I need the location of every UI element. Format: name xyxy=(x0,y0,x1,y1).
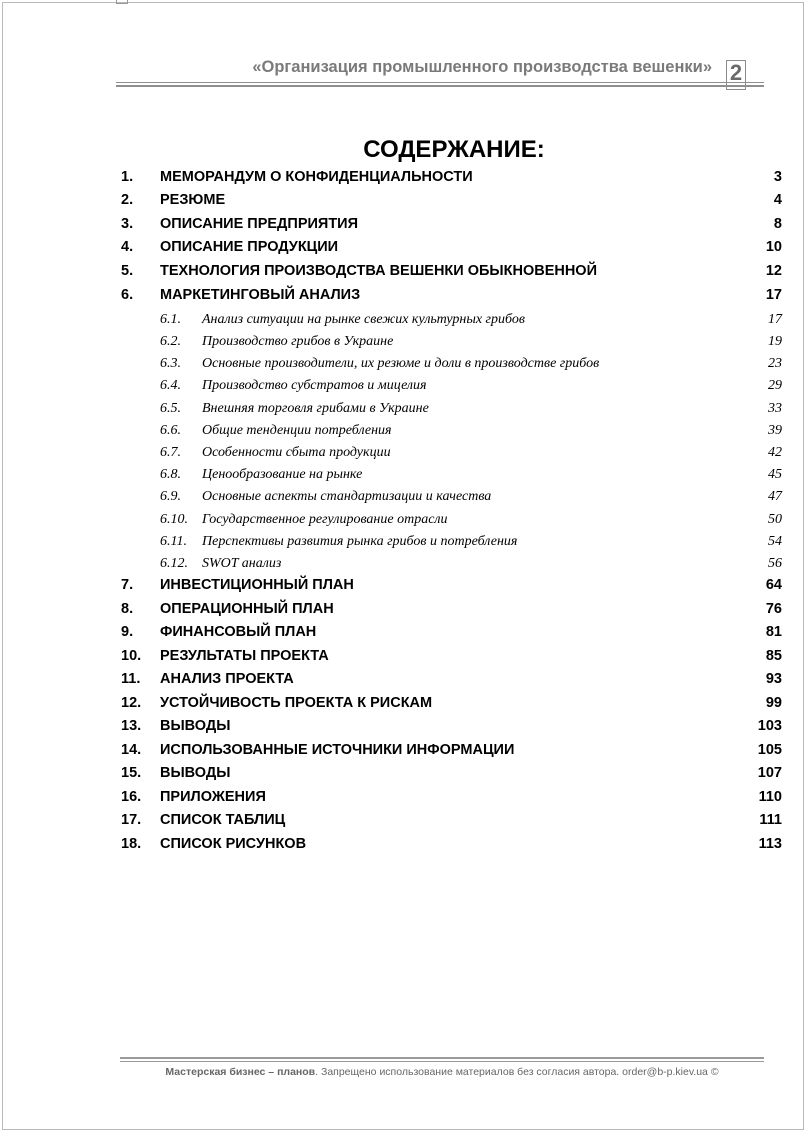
toc-entry-page: 17 xyxy=(765,287,782,303)
toc-entry-label: АНАЛИЗ ПРОЕКТА xyxy=(160,671,294,687)
toc-entry[interactable] xyxy=(0,489,808,509)
copyright-icon: © xyxy=(710,1066,719,1078)
toc-entry-number: 6.9. xyxy=(160,489,181,504)
toc-entry-number: 11. xyxy=(121,671,141,687)
toc-entry-page: 103 xyxy=(757,718,782,734)
footer xyxy=(120,1066,764,1078)
toc-entry[interactable] xyxy=(0,695,808,715)
toc-entry-page: 111 xyxy=(759,812,782,828)
toc-entry[interactable] xyxy=(0,718,808,738)
toc-entry-page: 99 xyxy=(765,695,782,711)
toc-entry-page: 39 xyxy=(768,423,782,438)
toc-entry-number: 5. xyxy=(121,263,134,279)
toc-entry[interactable] xyxy=(0,239,808,259)
toc-entry[interactable] xyxy=(0,312,808,332)
corner-mark xyxy=(116,0,128,4)
toc-entry[interactable] xyxy=(0,601,808,621)
toc-entry-number: 6.3. xyxy=(160,356,181,371)
toc-entry-label: ПРИЛОЖЕНИЯ xyxy=(160,789,266,805)
toc-entry[interactable] xyxy=(0,287,808,307)
toc-entry-page: 19 xyxy=(768,334,782,349)
toc-entry-page: 76 xyxy=(765,601,782,617)
toc-entry-page: 107 xyxy=(757,765,782,781)
toc-entry[interactable] xyxy=(0,192,808,212)
toc-entry-label: МАРКЕТИНГОВЫЙ АНАЛИЗ xyxy=(160,287,361,303)
toc-entry[interactable] xyxy=(0,742,808,762)
toc-entry-number: 1. xyxy=(121,169,134,185)
toc-entry-page: 45 xyxy=(768,467,782,482)
toc-entry[interactable] xyxy=(0,671,808,691)
toc-entry-number: 14. xyxy=(121,742,142,758)
toc-entry-number: 18. xyxy=(121,836,142,852)
toc-entry[interactable] xyxy=(0,334,808,354)
toc-entry-page: 54 xyxy=(768,534,782,549)
toc-entry-number: 10. xyxy=(121,648,142,664)
toc-entry-number: 6.8. xyxy=(160,467,181,482)
toc-entry[interactable] xyxy=(0,836,808,856)
toc-entry[interactable] xyxy=(0,169,808,189)
toc-entry-label: Государственное регулирование отрасли xyxy=(202,512,448,527)
toc-entry-label: ОПЕРАЦИОННЫЙ ПЛАН xyxy=(160,601,334,617)
toc-entry-number: 6.7. xyxy=(160,445,181,460)
toc-entry-number: 6.6. xyxy=(160,423,181,438)
footer-text: . Запрещено использование материалов без согласия автора. order@b-p.kiev.ua xyxy=(315,1066,708,1078)
toc-entry-label: Перспективы развития рынка грибов и потребления xyxy=(202,534,518,549)
toc-entry[interactable] xyxy=(0,512,808,532)
toc-entry-number: 4. xyxy=(121,239,134,255)
toc-entry-label: РЕЗУЛЬТАТЫ ПРОЕКТА xyxy=(160,648,329,664)
toc-entry[interactable] xyxy=(0,263,808,283)
toc-entry-label: Анализ ситуации на рынке свежих культурных грибов xyxy=(202,312,525,327)
toc-entry-page: 4 xyxy=(773,192,782,208)
toc-entry[interactable] xyxy=(0,534,808,554)
toc-entry-page: 17 xyxy=(768,312,782,327)
footer-rule xyxy=(120,1057,764,1059)
toc-entry-label: РЕЗЮМЕ xyxy=(160,192,226,208)
toc-entry-number: 9. xyxy=(121,624,134,640)
toc-entry[interactable] xyxy=(0,378,808,398)
toc-entry-page: 93 xyxy=(765,671,782,687)
toc-entry-page: 8 xyxy=(773,216,782,232)
toc-entry-label: МЕМОРАНДУМ О КОНФИДЕНЦИАЛЬНОСТИ xyxy=(160,169,473,185)
toc-entry-label: СПИСОК ТАБЛИЦ xyxy=(160,812,286,828)
toc-entry-page: 64 xyxy=(765,577,782,593)
toc-entry[interactable] xyxy=(0,812,808,832)
toc-entry-page: 50 xyxy=(768,512,782,527)
toc-entry-number: 3. xyxy=(121,216,134,232)
toc-entry-page: 33 xyxy=(768,401,782,416)
toc-entry-page: 12 xyxy=(765,263,782,279)
toc-entry-number: 13. xyxy=(121,718,142,734)
toc-entry[interactable] xyxy=(0,624,808,644)
toc-entry-label: ФИНАНСОВЫЙ ПЛАН xyxy=(160,624,317,640)
toc-entry[interactable] xyxy=(0,356,808,376)
toc-entry[interactable] xyxy=(0,556,808,576)
toc-entry-label: Основные производители, их резюме и доли в производстве грибов xyxy=(202,356,600,371)
toc-entry[interactable] xyxy=(0,467,808,487)
toc-entry-number: 6.4. xyxy=(160,378,181,393)
header-rule xyxy=(116,82,764,83)
toc-entry-number: 6. xyxy=(121,287,134,303)
toc-entry-number: 2. xyxy=(121,192,134,208)
toc-entry[interactable] xyxy=(0,401,808,421)
toc-entry-page: 105 xyxy=(757,742,782,758)
toc-entry-page: 81 xyxy=(765,624,782,640)
toc-entry-label: ВЫВОДЫ xyxy=(160,765,231,781)
toc-entry-page: 85 xyxy=(765,648,782,664)
toc-entry[interactable] xyxy=(0,789,808,809)
header-title: «Организация промышленного производства вешенки» xyxy=(252,58,712,76)
toc-entry-label: ИСПОЛЬЗОВАННЫЕ ИСТОЧНИКИ ИНФОРМАЦИИ xyxy=(160,742,515,758)
toc-entry-label: Ценообразование на рынке xyxy=(202,467,363,482)
toc-entry-page: 3 xyxy=(773,169,782,185)
toc-entry-number: 6.10. xyxy=(160,512,188,527)
toc-entry-number: 17. xyxy=(121,812,142,828)
toc-entry-label: ВЫВОДЫ xyxy=(160,718,231,734)
toc-entry-label: Производство грибов в Украине xyxy=(202,334,394,349)
toc-entry[interactable] xyxy=(0,423,808,443)
toc-entry-label: ТЕХНОЛОГИЯ ПРОИЗВОДСТВА ВЕШЕНКИ ОБЫКНОВЕННОЙ xyxy=(160,263,598,279)
toc-entry-label: Особенности сбыта продукции xyxy=(202,445,391,460)
toc-entry[interactable] xyxy=(0,216,808,236)
toc-entry-page: 42 xyxy=(768,445,782,460)
toc-entry-label: ОПИСАНИЕ ПРОДУКЦИИ xyxy=(160,239,339,255)
toc-entry-page: 29 xyxy=(768,378,782,393)
page-number: 2 xyxy=(726,60,746,90)
toc-entry-page: 23 xyxy=(768,356,782,371)
toc-entry[interactable] xyxy=(0,577,808,597)
toc-entry-label: Внешняя торговля грибами в Украине xyxy=(202,401,429,416)
toc-entry-number: 6.5. xyxy=(160,401,181,416)
toc-entry-page: 47 xyxy=(768,489,782,504)
toc-entry-page: 113 xyxy=(758,836,782,852)
footer-rule xyxy=(120,1061,764,1062)
toc-entry[interactable] xyxy=(0,765,808,785)
toc-entry-number: 7. xyxy=(121,577,134,593)
header-rule xyxy=(116,85,764,87)
toc-entry-number: 6.12. xyxy=(160,556,188,571)
toc-title: СОДЕРЖАНИЕ: xyxy=(363,136,545,163)
toc-entry-label: СПИСОК РИСУНКОВ xyxy=(160,836,307,852)
toc-entry-label: SWOT анализ xyxy=(202,556,282,571)
toc-entry-label: ИНВЕСТИЦИОННЫЙ ПЛАН xyxy=(160,577,354,593)
toc-entry-number: 16. xyxy=(121,789,142,805)
toc-entry-page: 56 xyxy=(768,556,782,571)
toc-entry-number: 6.1. xyxy=(160,312,181,327)
toc-entry-label: Основные аспекты стандартизации и качества xyxy=(202,489,492,504)
toc-entry-number: 6.11. xyxy=(160,534,187,549)
toc-entry-page: 110 xyxy=(758,789,782,805)
toc-entry-label: ОПИСАНИЕ ПРЕДПРИЯТИЯ xyxy=(160,216,359,232)
toc-entry[interactable] xyxy=(0,648,808,668)
toc-entry-number: 8. xyxy=(121,601,134,617)
toc-entry-label: УСТОЙЧИВОСТЬ ПРОЕКТА К РИСКАМ xyxy=(160,695,433,711)
toc-entry-label: Производство субстратов и мицелия xyxy=(202,378,427,393)
toc-entry[interactable] xyxy=(0,445,808,465)
toc-entry-number: 12. xyxy=(121,695,142,711)
footer-brand: Мастерская бизнес – планов xyxy=(165,1066,316,1078)
toc-entry-page: 10 xyxy=(765,239,782,255)
toc-entry-number: 6.2. xyxy=(160,334,181,349)
toc-entry-number: 15. xyxy=(121,765,142,781)
toc-entry-label: Общие тенденции потребления xyxy=(202,423,392,438)
